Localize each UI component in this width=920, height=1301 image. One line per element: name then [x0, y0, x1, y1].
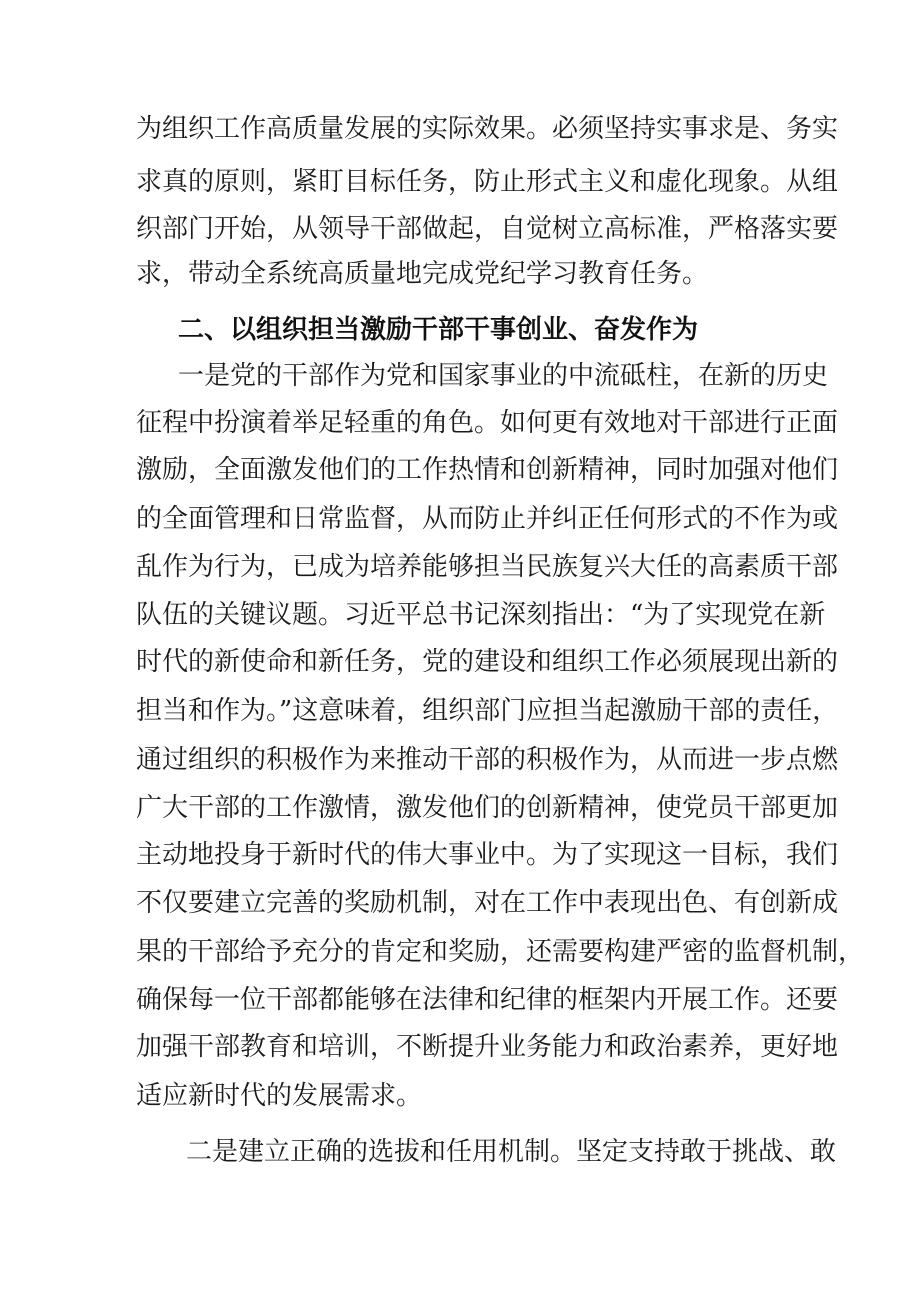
paragraph-line: 适应新时代的发展需求。 — [136, 1081, 423, 1111]
paragraph-line: 为组织工作高质量发展的实际效果。必须坚持实事求是、务实 — [136, 114, 839, 144]
paragraph-line: 队伍的关键议题。习近平总书记深刻指出：“为了实现党在新 — [136, 600, 826, 630]
paragraph-line: 时代的新使命和新任务，党的建设和组织工作必须展现出新的 — [136, 647, 839, 677]
paragraph-line: 广大干部的工作激情，激发他们的创新精神，使党员干部更加 — [136, 793, 839, 823]
paragraph-line: 不仅要建立完善的奖励机制，对在工作中表现出色、有创新成 — [136, 888, 839, 918]
paragraph-line: 确保每一位干部都能够在法律和纪律的框架内开展工作。还要 — [136, 985, 839, 1015]
paragraph-line: 的全面管理和日常监督，从而防止并纠正任何形式的不作为或 — [136, 504, 839, 534]
section-heading: 二、以组织担当激励干部干事创业、奋发作为 — [178, 315, 699, 345]
paragraph-line: 通过组织的积极作为来推动干部的积极作为，从而进一步点燃 — [136, 745, 839, 775]
paragraph-line: 二是建立正确的选拔和任用机制。坚定支持敢于挑战、敢 — [186, 1137, 837, 1167]
paragraph-line: 求真的原则，紧盯目标任务，防止形式主义和虚化现象。从组 — [136, 167, 839, 197]
paragraph-line: 求，带动全系统高质量地完成党纪学习教育任务。 — [136, 259, 709, 289]
paragraph-line: 乱作为行为，已成为培养能够担当民族复兴大任的高素质干部 — [136, 552, 839, 582]
paragraph-line: 征程中扮演着举足轻重的角色。如何更有效地对干部进行正面 — [136, 408, 839, 438]
paragraph-line: 织部门开始，从领导干部做起，自觉树立高标准，严格落实要 — [136, 214, 839, 244]
paragraph-line: 激励，全面激发他们的工作热情和创新精神，同时加强对他们 — [136, 455, 839, 485]
paragraph-line: 一是党的干部作为党和国家事业的中流砥柱，在新的历史 — [178, 361, 829, 391]
paragraph-line: 加强干部教育和培训，不断提升业务能力和政治素养，更好地 — [136, 1032, 839, 1062]
paragraph-line: 主动地投身于新时代的伟大事业中。为了实现这一目标，我们 — [136, 840, 839, 870]
paragraph-line: 果的干部给予充分的肯定和奖励，还需要构建严密的监督机制， — [136, 937, 865, 967]
paragraph-line: 担当和作为。”这意味着，组织部门应担当起激励干部的责任， — [136, 696, 839, 726]
